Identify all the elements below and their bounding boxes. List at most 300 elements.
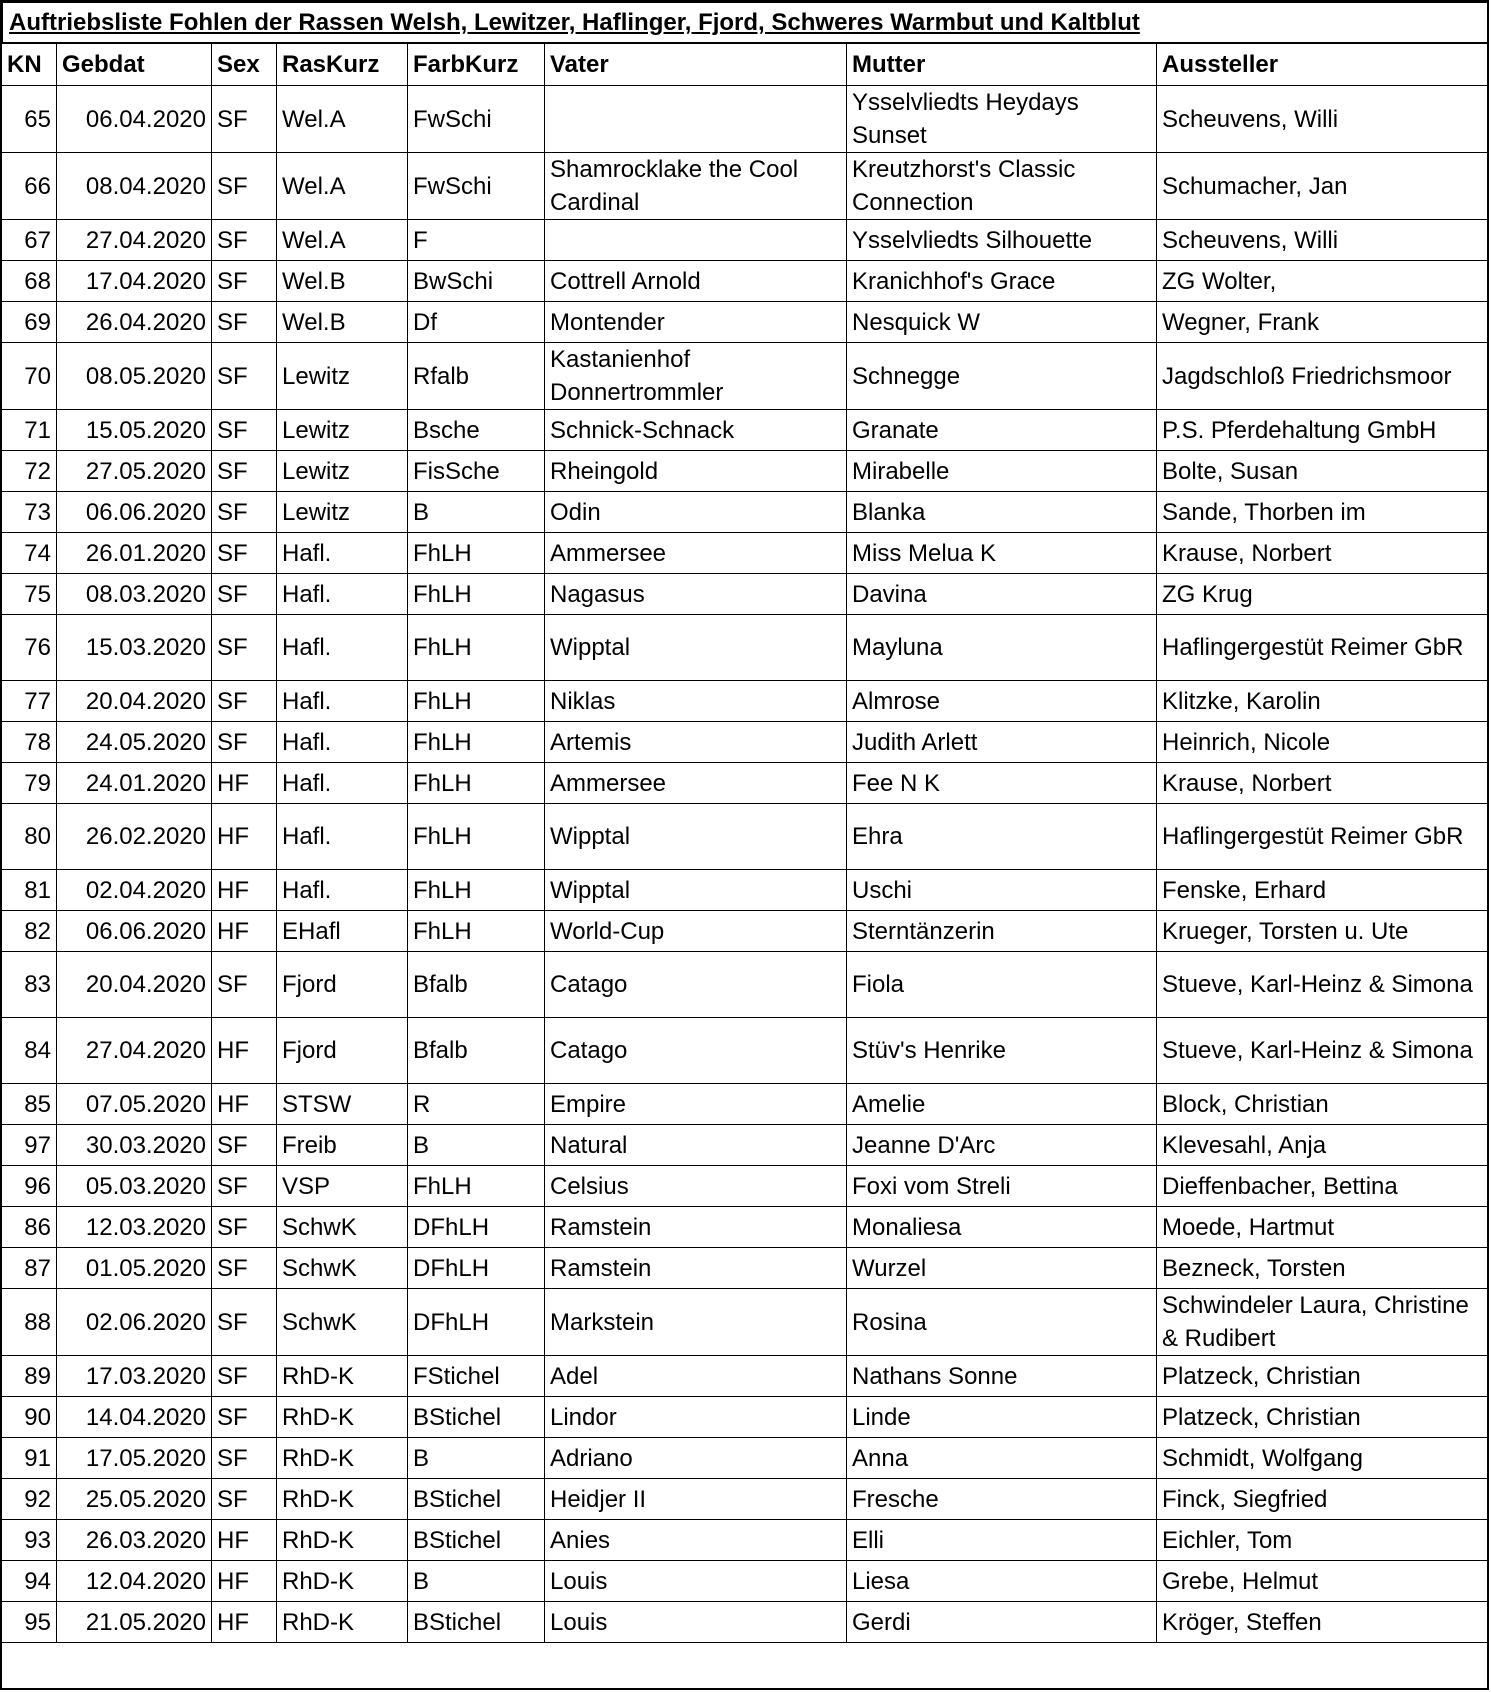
cell-farbkurz: BwSchi (408, 261, 545, 302)
cell-vater: Rheingold (545, 451, 847, 492)
cell-raskurz: Lewitz (277, 451, 408, 492)
cell-farbkurz: FhLH (408, 615, 545, 681)
table-row (2, 302, 1489, 343)
cell-sex: SF (212, 681, 277, 722)
col-header-vater: Vater (545, 44, 847, 86)
cell-mutter: Ysselvliedts Heydays Sunset (847, 86, 1157, 153)
cell-aussteller: Sande, Thorben im (1157, 492, 1489, 533)
cell-aussteller: Platzeck, Christian (1157, 1356, 1489, 1397)
cell-vater: Louis (545, 1602, 847, 1643)
cell-raskurz: RhD-K (277, 1602, 408, 1643)
cell-aussteller: Bezneck, Torsten (1157, 1248, 1489, 1289)
cell-raskurz: Lewitz (277, 492, 408, 533)
table-row (2, 574, 1489, 615)
cell-vater: Montender (545, 302, 847, 343)
cell-raskurz: Hafl. (277, 681, 408, 722)
cell-farbkurz: Df (408, 302, 545, 343)
cell-mutter: Fiola (847, 952, 1157, 1018)
cell-vater: Anies (545, 1520, 847, 1561)
cell-sex: SF (212, 451, 277, 492)
cell-gebdat: 17.03.2020 (57, 1356, 212, 1397)
cell-kn: 86 (2, 1207, 57, 1248)
cell-sex: SF (212, 574, 277, 615)
cell-farbkurz: FhLH (408, 911, 545, 952)
cell-mutter: Elli (847, 1520, 1157, 1561)
table-row (2, 220, 1489, 261)
cell-kn: 93 (2, 1520, 57, 1561)
cell-aussteller: Grebe, Helmut (1157, 1561, 1489, 1602)
cell-farbkurz: FisSche (408, 451, 545, 492)
cell-mutter: Fee N K (847, 763, 1157, 804)
cell-sex: SF (212, 343, 277, 410)
cell-aussteller: Haflingergestüt Reimer GbR (1157, 615, 1489, 681)
cell-kn: 96 (2, 1166, 57, 1207)
cell-vater: Niklas (545, 681, 847, 722)
cell-sex: SF (212, 1125, 277, 1166)
cell-mutter: Monaliesa (847, 1207, 1157, 1248)
cell-sex: HF (212, 1084, 277, 1125)
cell-mutter: Ehra (847, 804, 1157, 870)
cell-aussteller: Fenske, Erhard (1157, 870, 1489, 911)
cell-sex: SF (212, 1207, 277, 1248)
cell-gebdat: 26.04.2020 (57, 302, 212, 343)
cell-kn: 77 (2, 681, 57, 722)
cell-vater: Kastanienhof Donnertrommler (545, 343, 847, 410)
cell-gebdat: 26.02.2020 (57, 804, 212, 870)
cell-gebdat: 25.05.2020 (57, 1479, 212, 1520)
cell-farbkurz: B (408, 1438, 545, 1479)
cell-vater: Markstein (545, 1289, 847, 1356)
cell-kn: 66 (2, 153, 57, 220)
cell-gebdat: 20.04.2020 (57, 952, 212, 1018)
table-row (2, 410, 1489, 451)
cell-vater: Schnick-Schnack (545, 410, 847, 451)
cell-farbkurz: BStichel (408, 1479, 545, 1520)
cell-raskurz: Wel.A (277, 220, 408, 261)
cell-mutter: Stüv's Henrike (847, 1018, 1157, 1084)
cell-vater: Lindor (545, 1397, 847, 1438)
cell-sex: SF (212, 722, 277, 763)
table-row (2, 1125, 1489, 1166)
cell-mutter: Gerdi (847, 1602, 1157, 1643)
cell-sex: HF (212, 911, 277, 952)
cell-kn: 84 (2, 1018, 57, 1084)
cell-raskurz: Hafl. (277, 615, 408, 681)
table-row (2, 1084, 1489, 1125)
cell-sex: SF (212, 1248, 277, 1289)
cell-sex: SF (212, 220, 277, 261)
cell-vater: Nagasus (545, 574, 847, 615)
cell-farbkurz: DFhLH (408, 1207, 545, 1248)
cell-farbkurz: Bfalb (408, 952, 545, 1018)
table-row (2, 952, 1489, 1018)
table-row (2, 1520, 1489, 1561)
cell-aussteller: Krueger, Torsten u. Ute (1157, 911, 1489, 952)
cell-raskurz: Hafl. (277, 533, 408, 574)
cell-aussteller: Haflingergestüt Reimer GbR (1157, 804, 1489, 870)
cell-raskurz: EHafl (277, 911, 408, 952)
cell-mutter: Amelie (847, 1084, 1157, 1125)
cell-vater: Ramstein (545, 1207, 847, 1248)
cell-mutter: Kranichhof's Grace (847, 261, 1157, 302)
cell-mutter: Wurzel (847, 1248, 1157, 1289)
cell-gebdat: 17.04.2020 (57, 261, 212, 302)
cell-aussteller: Moede, Hartmut (1157, 1207, 1489, 1248)
table-row (2, 261, 1489, 302)
cell-vater: Ammersee (545, 533, 847, 574)
cell-farbkurz: R (408, 1084, 545, 1125)
cell-aussteller: Dieffenbacher, Bettina (1157, 1166, 1489, 1207)
cell-farbkurz: DFhLH (408, 1248, 545, 1289)
cell-aussteller: Bolte, Susan (1157, 451, 1489, 492)
cell-aussteller: Krause, Norbert (1157, 533, 1489, 574)
cell-vater (545, 220, 847, 261)
cell-mutter: Almrose (847, 681, 1157, 722)
cell-farbkurz: FhLH (408, 533, 545, 574)
cell-gebdat: 20.04.2020 (57, 681, 212, 722)
cell-mutter: Sterntänzerin (847, 911, 1157, 952)
cell-kn: 87 (2, 1248, 57, 1289)
cell-gebdat: 06.06.2020 (57, 911, 212, 952)
cell-sex: SF (212, 1356, 277, 1397)
cell-raskurz: Hafl. (277, 763, 408, 804)
cell-farbkurz: Rfalb (408, 343, 545, 410)
cell-aussteller: Klitzke, Karolin (1157, 681, 1489, 722)
foal-list-table (1, 1, 1489, 1643)
cell-aussteller: Eichler, Tom (1157, 1520, 1489, 1561)
cell-sex: HF (212, 804, 277, 870)
cell-kn: 79 (2, 763, 57, 804)
table-row (2, 86, 1489, 153)
cell-kn: 70 (2, 343, 57, 410)
cell-vater: Wipptal (545, 870, 847, 911)
cell-mutter: Jeanne D'Arc (847, 1125, 1157, 1166)
cell-aussteller: Block, Christian (1157, 1084, 1489, 1125)
cell-gebdat: 14.04.2020 (57, 1397, 212, 1438)
cell-sex: SF (212, 492, 277, 533)
cell-sex: SF (212, 952, 277, 1018)
cell-aussteller: Scheuvens, Willi (1157, 86, 1489, 153)
cell-sex: SF (212, 1289, 277, 1356)
cell-gebdat: 24.05.2020 (57, 722, 212, 763)
table-row (2, 804, 1489, 870)
cell-kn: 89 (2, 1356, 57, 1397)
cell-sex: SF (212, 86, 277, 153)
cell-kn: 81 (2, 870, 57, 911)
cell-farbkurz: BStichel (408, 1520, 545, 1561)
cell-vater: Wipptal (545, 804, 847, 870)
cell-mutter: Miss Melua K (847, 533, 1157, 574)
cell-aussteller: Scheuvens, Willi (1157, 220, 1489, 261)
cell-mutter: Nesquick W (847, 302, 1157, 343)
cell-farbkurz: FhLH (408, 681, 545, 722)
table-row (2, 763, 1489, 804)
cell-raskurz: RhD-K (277, 1479, 408, 1520)
cell-aussteller: Klevesahl, Anja (1157, 1125, 1489, 1166)
cell-vater: Natural (545, 1125, 847, 1166)
table-row (2, 1207, 1489, 1248)
cell-mutter: Nathans Sonne (847, 1356, 1157, 1397)
cell-sex: HF (212, 1602, 277, 1643)
table-row (2, 1561, 1489, 1602)
table-row (2, 451, 1489, 492)
cell-aussteller: P.S. Pferdehaltung GmbH (1157, 410, 1489, 451)
cell-aussteller: Platzeck, Christian (1157, 1397, 1489, 1438)
cell-farbkurz: F (408, 220, 545, 261)
cell-vater: Artemis (545, 722, 847, 763)
cell-kn: 73 (2, 492, 57, 533)
cell-vater: Ramstein (545, 1248, 847, 1289)
cell-kn: 94 (2, 1561, 57, 1602)
cell-vater: Empire (545, 1084, 847, 1125)
table-row (2, 1602, 1489, 1643)
cell-farbkurz: BStichel (408, 1397, 545, 1438)
cell-farbkurz: FStichel (408, 1356, 545, 1397)
cell-farbkurz: FhLH (408, 574, 545, 615)
cell-kn: 76 (2, 615, 57, 681)
cell-mutter: Ysselvliedts Silhouette (847, 220, 1157, 261)
table-row (2, 681, 1489, 722)
cell-mutter: Liesa (847, 1561, 1157, 1602)
table-title (1, 1, 1489, 43)
cell-kn: 68 (2, 261, 57, 302)
cell-mutter: Mayluna (847, 615, 1157, 681)
cell-kn: 75 (2, 574, 57, 615)
cell-kn: 92 (2, 1479, 57, 1520)
cell-vater: Adriano (545, 1438, 847, 1479)
cell-gebdat: 30.03.2020 (57, 1125, 212, 1166)
cell-sex: HF (212, 1520, 277, 1561)
cell-vater: World-Cup (545, 911, 847, 952)
cell-farbkurz: FhLH (408, 1166, 545, 1207)
cell-gebdat: 27.04.2020 (57, 1018, 212, 1084)
cell-raskurz: RhD-K (277, 1397, 408, 1438)
cell-aussteller: Jagdschloß Friedrichsmoor (1157, 343, 1489, 410)
cell-farbkurz: B (408, 1125, 545, 1166)
cell-sex: SF (212, 1397, 277, 1438)
cell-mutter: Blanka (847, 492, 1157, 533)
cell-mutter: Granate (847, 410, 1157, 451)
cell-gebdat: 08.04.2020 (57, 153, 212, 220)
table-row (2, 1248, 1489, 1289)
cell-sex: SF (212, 1166, 277, 1207)
cell-mutter: Rosina (847, 1289, 1157, 1356)
cell-vater: Catago (545, 1018, 847, 1084)
cell-raskurz: Wel.A (277, 153, 408, 220)
cell-aussteller: ZG Wolter, (1157, 261, 1489, 302)
cell-kn: 65 (2, 86, 57, 153)
cell-gebdat: 05.03.2020 (57, 1166, 212, 1207)
cell-aussteller: Schwindeler Laura, Christine & Rudibert (1157, 1289, 1489, 1356)
cell-raskurz: Fjord (277, 952, 408, 1018)
table-row (2, 1289, 1489, 1356)
cell-gebdat: 17.05.2020 (57, 1438, 212, 1479)
col-header-aussteller: Aussteller (1157, 44, 1489, 86)
cell-aussteller: Finck, Siegfried (1157, 1479, 1489, 1520)
cell-gebdat: 15.03.2020 (57, 615, 212, 681)
cell-farbkurz: Bsche (408, 410, 545, 451)
cell-raskurz: Fjord (277, 1018, 408, 1084)
cell-mutter: Davina (847, 574, 1157, 615)
cell-kn: 91 (2, 1438, 57, 1479)
header-row (2, 44, 1489, 86)
cell-vater: Celsius (545, 1166, 847, 1207)
cell-vater: Shamrocklake the Cool Cardinal (545, 153, 847, 220)
cell-farbkurz: FhLH (408, 804, 545, 870)
cell-farbkurz: Bfalb (408, 1018, 545, 1084)
cell-mutter: Foxi vom Streli (847, 1166, 1157, 1207)
cell-aussteller: Krause, Norbert (1157, 763, 1489, 804)
cell-kn: 72 (2, 451, 57, 492)
cell-gebdat: 07.05.2020 (57, 1084, 212, 1125)
table-row (2, 1166, 1489, 1207)
cell-kn: 78 (2, 722, 57, 763)
cell-farbkurz: FwSchi (408, 153, 545, 220)
cell-gebdat: 02.06.2020 (57, 1289, 212, 1356)
table-row (2, 1479, 1489, 1520)
cell-raskurz: RhD-K (277, 1356, 408, 1397)
cell-kn: 95 (2, 1602, 57, 1643)
cell-gebdat: 02.04.2020 (57, 870, 212, 911)
cell-raskurz: VSP (277, 1166, 408, 1207)
cell-vater: Odin (545, 492, 847, 533)
table-row (2, 870, 1489, 911)
cell-sex: SF (212, 1438, 277, 1479)
cell-gebdat: 01.05.2020 (57, 1248, 212, 1289)
table-row (2, 153, 1489, 220)
cell-gebdat: 12.03.2020 (57, 1207, 212, 1248)
cell-raskurz: Hafl. (277, 870, 408, 911)
cell-kn: 67 (2, 220, 57, 261)
cell-sex: SF (212, 1479, 277, 1520)
cell-aussteller: Stueve, Karl-Heinz & Simona (1157, 1018, 1489, 1084)
cell-raskurz: SchwK (277, 1207, 408, 1248)
cell-farbkurz: FhLH (408, 763, 545, 804)
cell-mutter: Kreutzhorst's Classic Connection (847, 153, 1157, 220)
cell-gebdat: 24.01.2020 (57, 763, 212, 804)
cell-gebdat: 27.04.2020 (57, 220, 212, 261)
cell-mutter: Judith Arlett (847, 722, 1157, 763)
cell-mutter: Schnegge (847, 343, 1157, 410)
cell-raskurz: Hafl. (277, 804, 408, 870)
cell-mutter: Linde (847, 1397, 1157, 1438)
cell-raskurz: Lewitz (277, 343, 408, 410)
cell-sex: SF (212, 533, 277, 574)
table-row (2, 533, 1489, 574)
cell-farbkurz: BStichel (408, 1602, 545, 1643)
cell-raskurz: Wel.B (277, 302, 408, 343)
cell-raskurz: SchwK (277, 1289, 408, 1356)
cell-vater (545, 86, 847, 153)
cell-raskurz: RhD-K (277, 1561, 408, 1602)
cell-vater: Wipptal (545, 615, 847, 681)
col-header-mutter: Mutter (847, 44, 1157, 86)
cell-gebdat: 26.03.2020 (57, 1520, 212, 1561)
cell-kn: 83 (2, 952, 57, 1018)
cell-sex: SF (212, 261, 277, 302)
table-row (2, 492, 1489, 533)
table-body (2, 86, 1489, 1643)
cell-gebdat: 21.05.2020 (57, 1602, 212, 1643)
cell-vater: Louis (545, 1561, 847, 1602)
cell-raskurz: Hafl. (277, 722, 408, 763)
cell-aussteller: Kröger, Steffen (1157, 1602, 1489, 1643)
col-header-raskurz: RasKurz (277, 44, 408, 86)
cell-raskurz: Hafl. (277, 574, 408, 615)
cell-sex: SF (212, 153, 277, 220)
cell-vater: Heidjer II (545, 1479, 847, 1520)
table-row (2, 343, 1489, 410)
cell-mutter: Fresche (847, 1479, 1157, 1520)
cell-raskurz: RhD-K (277, 1520, 408, 1561)
cell-sex: SF (212, 302, 277, 343)
cell-sex: HF (212, 763, 277, 804)
cell-kn: 71 (2, 410, 57, 451)
cell-vater: Catago (545, 952, 847, 1018)
cell-gebdat: 08.03.2020 (57, 574, 212, 615)
cell-aussteller: Schumacher, Jan (1157, 153, 1489, 220)
cell-kn: 82 (2, 911, 57, 952)
cell-vater: Adel (545, 1356, 847, 1397)
col-header-gebdat: Gebdat (57, 44, 212, 86)
cell-sex: SF (212, 410, 277, 451)
cell-mutter: Mirabelle (847, 451, 1157, 492)
cell-aussteller: Schmidt, Wolfgang (1157, 1438, 1489, 1479)
cell-aussteller: Wegner, Frank (1157, 302, 1489, 343)
cell-farbkurz: B (408, 1561, 545, 1602)
cell-farbkurz: FhLH (408, 722, 545, 763)
cell-kn: 97 (2, 1125, 57, 1166)
table-row (2, 1438, 1489, 1479)
table-row (2, 1018, 1489, 1084)
cell-vater: Ammersee (545, 763, 847, 804)
cell-farbkurz: DFhLH (408, 1289, 545, 1356)
cell-gebdat: 06.06.2020 (57, 492, 212, 533)
cell-kn: 69 (2, 302, 57, 343)
col-header-farbkurz: FarbKurz (408, 44, 545, 86)
cell-raskurz: Lewitz (277, 410, 408, 451)
cell-kn: 74 (2, 533, 57, 574)
cell-sex: SF (212, 615, 277, 681)
cell-raskurz: STSW (277, 1084, 408, 1125)
table-row (2, 722, 1489, 763)
cell-raskurz: SchwK (277, 1248, 408, 1289)
cell-sex: HF (212, 1018, 277, 1084)
cell-mutter: Anna (847, 1438, 1157, 1479)
col-header-sex: Sex (212, 44, 277, 86)
cell-aussteller: Heinrich, Nicole (1157, 722, 1489, 763)
cell-vater: Cottrell Arnold (545, 261, 847, 302)
col-header-kn: KN (2, 44, 57, 86)
cell-sex: HF (212, 1561, 277, 1602)
cell-gebdat: 27.05.2020 (57, 451, 212, 492)
table-row (2, 1356, 1489, 1397)
cell-kn: 80 (2, 804, 57, 870)
cell-gebdat: 12.04.2020 (57, 1561, 212, 1602)
cell-raskurz: Wel.A (277, 86, 408, 153)
table-row (2, 615, 1489, 681)
cell-farbkurz: FwSchi (408, 86, 545, 153)
cell-kn: 85 (2, 1084, 57, 1125)
table-title-text: Auftriebsliste Fohlen der Rassen Welsh, Lewitzer, Haflinger, Fjord, Schweres Warmbut und Kaltblut (9, 9, 1140, 36)
cell-aussteller: Stueve, Karl-Heinz & Simona (1157, 952, 1489, 1018)
cell-gebdat: 06.04.2020 (57, 86, 212, 153)
cell-raskurz: Wel.B (277, 261, 408, 302)
table-row (2, 1397, 1489, 1438)
cell-gebdat: 08.05.2020 (57, 343, 212, 410)
cell-raskurz: Freib (277, 1125, 408, 1166)
cell-aussteller: ZG Krug (1157, 574, 1489, 615)
